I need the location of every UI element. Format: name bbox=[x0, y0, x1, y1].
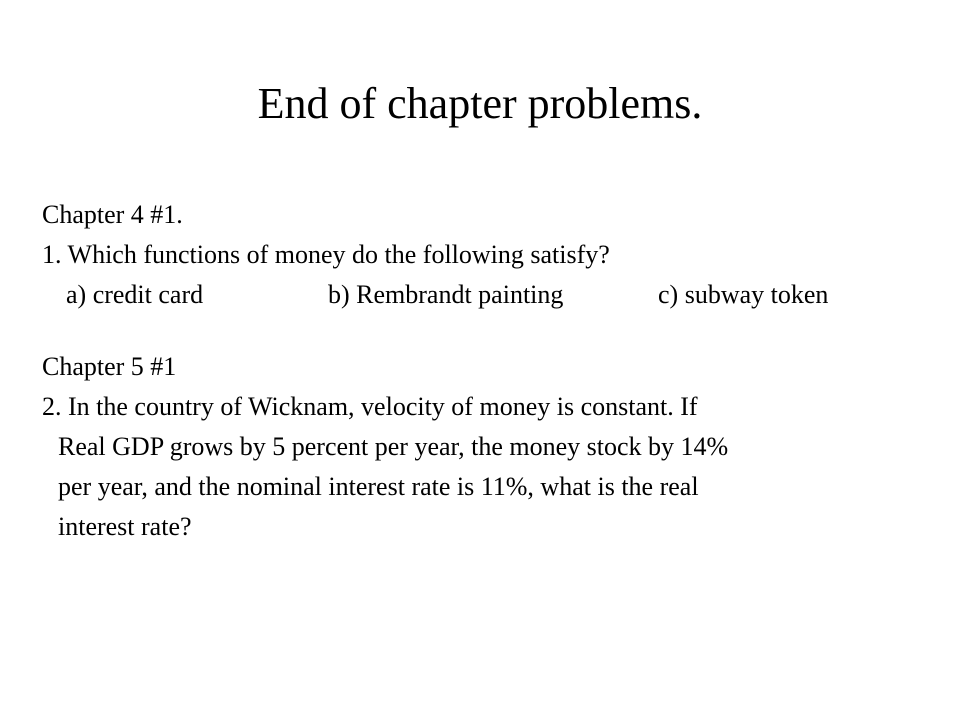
question-2-line-1: 2. In the country of Wicknam, velocity of money is constant. If bbox=[42, 392, 698, 421]
question-1-options bbox=[42, 275, 942, 315]
option-a: a) credit card bbox=[66, 280, 204, 309]
question-1: 1. Which functions of money do the following satisfy? bbox=[42, 240, 610, 269]
option-b: b) Rembrandt painting bbox=[328, 280, 564, 309]
chapter-4-heading: Chapter 4 #1. bbox=[42, 200, 183, 229]
slide-body bbox=[42, 195, 942, 547]
slide-title: End of chapter problems. bbox=[257, 79, 703, 128]
chapter-5-heading: Chapter 5 #1 bbox=[42, 352, 177, 381]
question-2-line-2: Real GDP grows by 5 percent per year, the money stock by 14% bbox=[58, 432, 729, 461]
question-2-line-3: per year, and the nominal interest rate is 11%, what is the real bbox=[58, 472, 699, 501]
question-2-line-4: interest rate? bbox=[58, 512, 192, 541]
spacer bbox=[42, 315, 942, 347]
option-c: c) subway token bbox=[658, 280, 829, 309]
